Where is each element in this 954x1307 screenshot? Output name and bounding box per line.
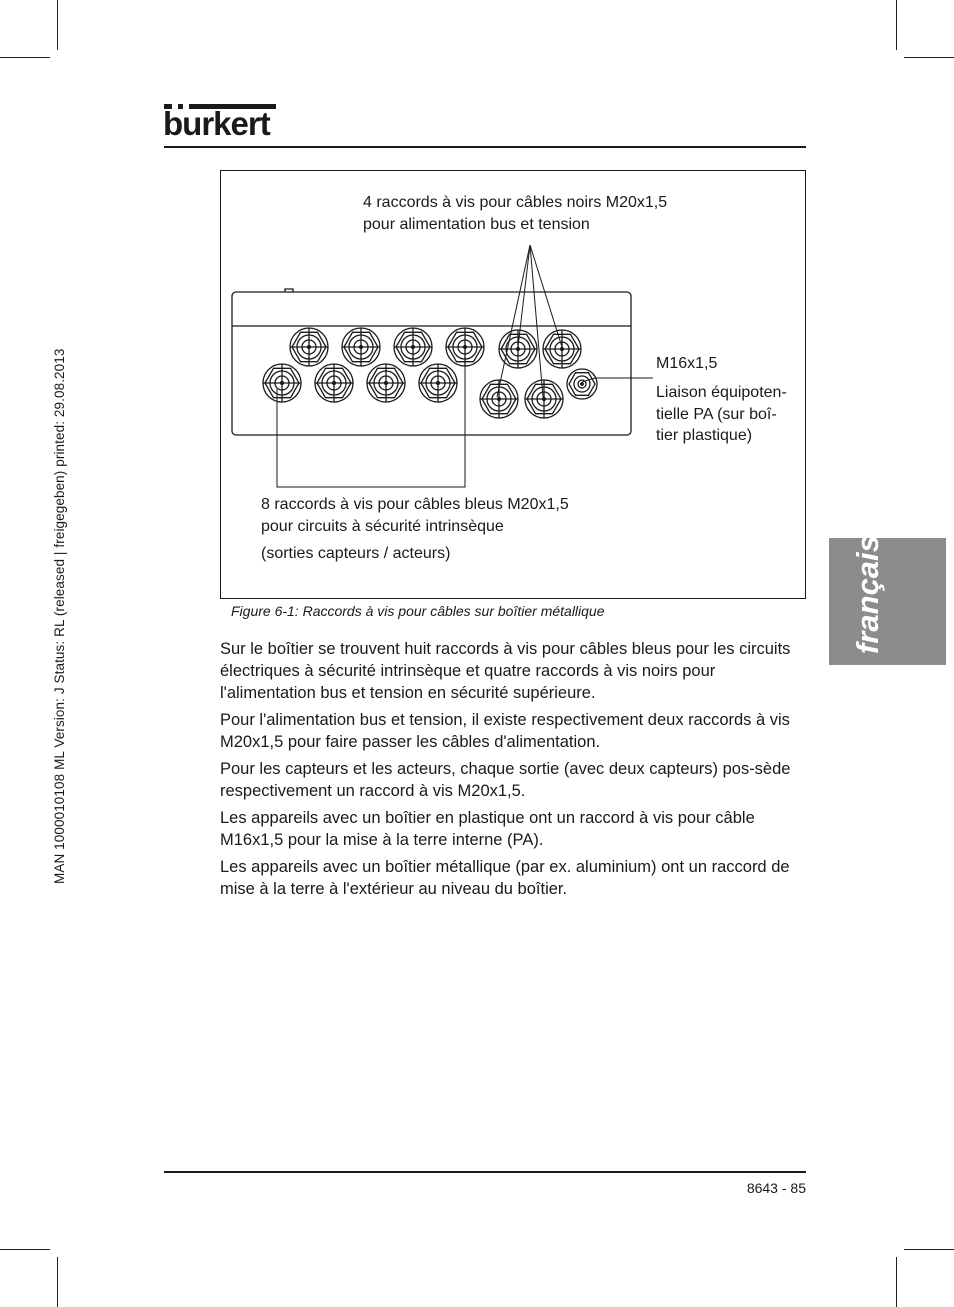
body-text xyxy=(220,638,806,905)
cable-gland xyxy=(543,330,581,368)
callout-pa xyxy=(656,382,787,447)
crop-mark xyxy=(904,57,954,58)
document-meta: MAN 1000010108 ML Version: J Status: RL (released | freigegeben) printed: 29.08.2013 xyxy=(52,348,67,884)
crop-mark xyxy=(0,1249,50,1250)
logo-wordmark: burkert xyxy=(163,105,270,142)
callout-line: Liaison équipoten- xyxy=(656,384,787,401)
paragraph: Pour l'alimentation bus et tension, il existe respectivement deux raccords à vis M20x1,5 pour faire passer les câbles d'alimentation. xyxy=(220,711,790,751)
crop-mark xyxy=(904,1249,954,1250)
cable-gland-small xyxy=(567,369,597,399)
header-rule xyxy=(164,146,806,148)
cable-gland xyxy=(367,364,405,402)
cable-gland xyxy=(342,328,380,366)
paragraph: Les appareils avec un boîtier en plastique ont un raccord à vis pour câble M16x1,5 pour la mise à la terre interne (PA). xyxy=(220,809,755,849)
paragraph: Pour les capteurs et les acteurs, chaque sortie (avec deux capteurs) pos-sède respectivement un raccord à vis M20x1,5. xyxy=(220,760,791,800)
language-tab-label: français xyxy=(850,535,885,654)
cable-gland xyxy=(315,364,353,402)
burkert-logo xyxy=(164,104,276,144)
crop-mark xyxy=(0,57,50,58)
crop-mark xyxy=(896,1257,897,1307)
language-tab xyxy=(829,535,946,665)
callout-line: pour circuits à sécurité intrinsèque xyxy=(261,517,504,535)
cable-gland xyxy=(263,364,301,402)
crop-mark xyxy=(57,0,58,50)
cable-gland xyxy=(525,380,563,418)
callout-line: 4 raccords à vis pour câbles noirs M20x1,5 xyxy=(363,194,668,211)
cable-gland xyxy=(419,364,457,402)
callout-line: tier plastique) xyxy=(656,427,753,444)
callout-line: 8 raccords à vis pour câbles bleus M20x1,5 xyxy=(261,496,569,513)
crop-mark xyxy=(57,1257,58,1307)
footer-rule xyxy=(164,1171,806,1173)
figure-frame xyxy=(220,170,806,599)
callout-line: (sorties capteurs / acteurs) xyxy=(261,545,451,562)
figure-caption: Figure 6-1: Raccords à vis pour câbles sur boîtier métallique xyxy=(231,603,605,619)
cable-gland xyxy=(290,328,328,366)
page-number: 8643 - 85 xyxy=(746,1180,806,1196)
paragraph: Les appareils avec un boîtier métallique (par ex. aluminium) ont un raccord de mise à la terre à l'extérieur au niveau du boîtier. xyxy=(220,858,790,898)
paragraph: Sur le boîtier se trouvent huit raccords à vis pour câbles bleus pour les circuits électriques à sécurité intrinsèque et quatre raccords à vis noirs pour l'alimentation bus et tension en sécurité supérieure. xyxy=(220,640,791,702)
leader-line xyxy=(518,245,530,347)
callout-blue-glands xyxy=(261,494,569,565)
callout-line: tielle PA (sur boî- xyxy=(656,405,777,423)
callout-m16: M16x1,5 xyxy=(656,355,718,372)
leader-line xyxy=(497,245,530,397)
callout-black-glands xyxy=(363,192,667,235)
callout-line: pour alimentation bus et tension xyxy=(363,215,590,233)
cable-gland xyxy=(394,328,432,366)
crop-mark xyxy=(896,0,897,50)
leader-line xyxy=(530,245,543,397)
